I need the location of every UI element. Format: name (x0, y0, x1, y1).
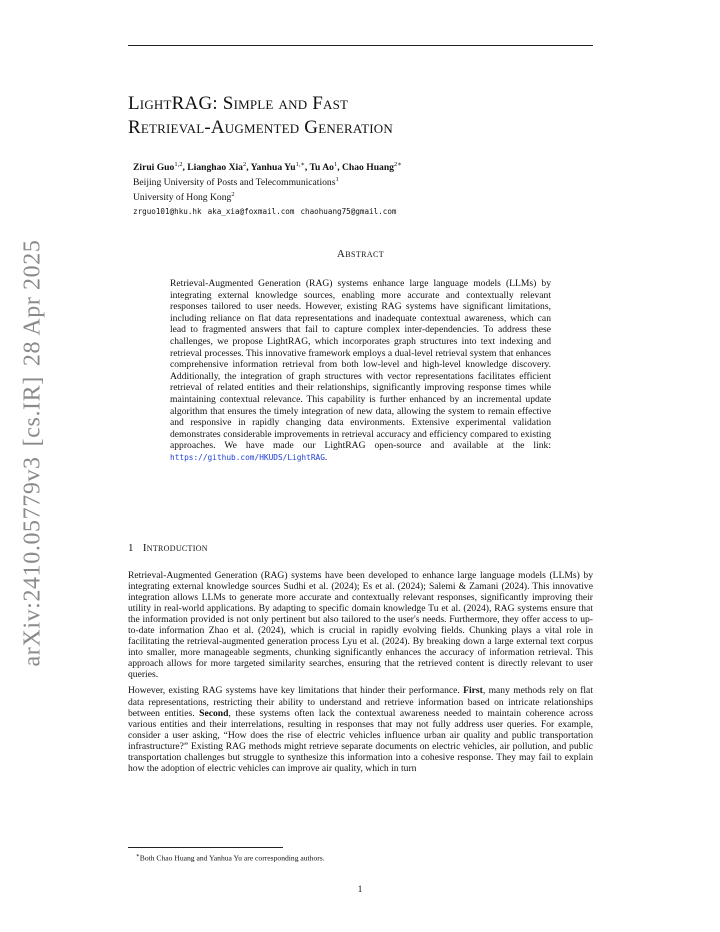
section-title: Introduction (142, 542, 208, 554)
affiliation (133, 189, 603, 204)
emphasis: First (463, 685, 483, 697)
author-name: Zirui Guo (133, 162, 175, 174)
author-affil-mark: 1,∗ (295, 161, 305, 168)
paragraph-text: However, existing RAG systems have key limitations that hinder their performance. (128, 685, 464, 697)
author-affil-mark: 2∗ (393, 161, 402, 168)
paragraph (128, 685, 593, 773)
paragraph: Retrieval-Augmented Generation (RAG) systems have been developed to enhance large language models (LLMs) by integrating external knowledge sources Sudhi et al. (2024); Es et al. (2024); Salemi & Zamani (2024). This innovative integration allows LLMs to generate more accurate and contextually relevant responses, significantly improving their utility in real-world applications. By adapting to specific domain knowledge Tu et al. (2024), RAG systems ensure that the information provided is not only pertinent but also tailored to the user's needs. Furthermore, they offer access to up-to-date information Zhao et al. (2024), which is crucial in rapidly evolving fields. Chunking plays a vital role in facilitating the retrieval-augmented generation process Lyu et al. (2024). By breaking down a large external text corpus into smaller, more manageable segments, chunking significantly enhances the accuracy of information retrieval. This approach allows for more targeted similarity searches, ensuring that the retrieved content is directly relevant to user queries. (128, 570, 593, 681)
affiliation (133, 174, 603, 189)
top-rule (128, 45, 593, 46)
author-name: Chao Huang (341, 162, 394, 174)
arxiv-id: arXiv:2410.05779v3 (19, 456, 46, 667)
paragraph-text: , these systems often lack the contextual awareness needed to maintain coherence across various entities and their interrelations, resulting in responses that may not fully address user queries. For example, consider a user asking, “How does the rise of electric vehicles influence urban air quality and public transportation infrastructure?” Existing RAG methods might retrieve separate documents on electric vehicles, air pollution, and public transportation challenges but struggle to synthesize this information into a cohesive response. They may fail to explain how the adoption of electric vehicles can improve air quality, which in turn (128, 707, 593, 774)
title-line-2: Retrieval-Augmented Generation (128, 117, 393, 138)
author-affil-mark: 1 (333, 161, 338, 168)
github-link[interactable]: https://github.com/HKUDS/LightRAG (170, 452, 325, 462)
affiliation-name: Beijing University of Posts and Telecommunications (133, 177, 336, 189)
title-line-1: LightRAG: Simple and Fast (128, 93, 349, 114)
paper-title (128, 92, 598, 140)
section-number: 1 (128, 542, 134, 554)
abstract-text: Retrieval-Augmented Generation (RAG) systems enhance large language models (LLMs) by integrating external knowledge sources, enabling more accurate and contextually relevant responses tailored to user needs. However, existing RAG systems have significant limitations, including reliance on flat data representations and inadequate contextual awareness, which can lead to fragmented answers that fail to capture complex inter-dependencies. To address these challenges, we propose LightRAG, which incorporates graph structures into text indexing and retrieval processes. This innovative framework employs a dual-level retrieval system that enhances comprehensive information retrieval from both low-level and high-level knowledge discovery. Additionally, the integration of graph structures with vector representations facilitates efficient retrieval of related entities and their relationships, significantly improving response times while maintaining contextual relevance. This capability is further enhanced by an incremental update algorithm that ensures the timely integration of new data, allowing the system to remain effective and responsive in rapidly changing data environments. Extensive experimental validation demonstrates considerable improvements in retrieval accuracy and efficiency compared to existing approaches. We have made our LightRAG open-source and available at the link: (170, 278, 551, 452)
author-block (133, 159, 603, 218)
email: aka_xia@foxmail.com (207, 206, 295, 216)
footnote-mark: ∗ (136, 853, 140, 859)
footnote-text: Both Chao Huang and Yanhua Yu are corresponding authors. (139, 853, 325, 863)
abstract-heading: Abstract (336, 248, 385, 260)
email: chaohuang75@gmail.com (300, 206, 397, 216)
footnote (136, 852, 596, 863)
author-emails (133, 206, 603, 218)
author-name: Yanhua Yu (250, 162, 296, 174)
arxiv-date: 28 Apr 2025 (19, 239, 46, 367)
abstract-end: . (324, 451, 328, 463)
author-name: Lianghao Xia (187, 162, 243, 174)
section-heading (128, 542, 593, 554)
author-names: Zirui Guo$^{1,2}$, Lianghao Xia$^2$, Yanhua $Yu^{1,∗}$, Tu Ao$^1$, Chao Huang$^{2∗}$ (133, 161, 402, 174)
affiliation-mark: 1 (335, 176, 339, 184)
page-number: 1 (357, 884, 363, 895)
author-affil-mark: 1,2 (174, 161, 183, 168)
footnote-rule (128, 847, 283, 848)
arxiv-category: [cs.IR] (19, 376, 46, 447)
section-body (128, 570, 593, 779)
arxiv-stamp (20, 230, 47, 667)
author-affil-mark: 2 (242, 161, 247, 168)
emphasis: Second (199, 707, 229, 719)
affiliation-name: University of Hong Kong (133, 192, 232, 204)
abstract (170, 278, 551, 464)
affiliation-mark: 2 (231, 191, 235, 199)
paragraph-text: , many methods rely on flat data representations, restricting their ability to understand and retrieve information based on intricate relationships between entities. (128, 685, 593, 719)
author-name: Tu Ao (309, 162, 334, 174)
email: zrguo101@hku.hk (133, 206, 202, 216)
